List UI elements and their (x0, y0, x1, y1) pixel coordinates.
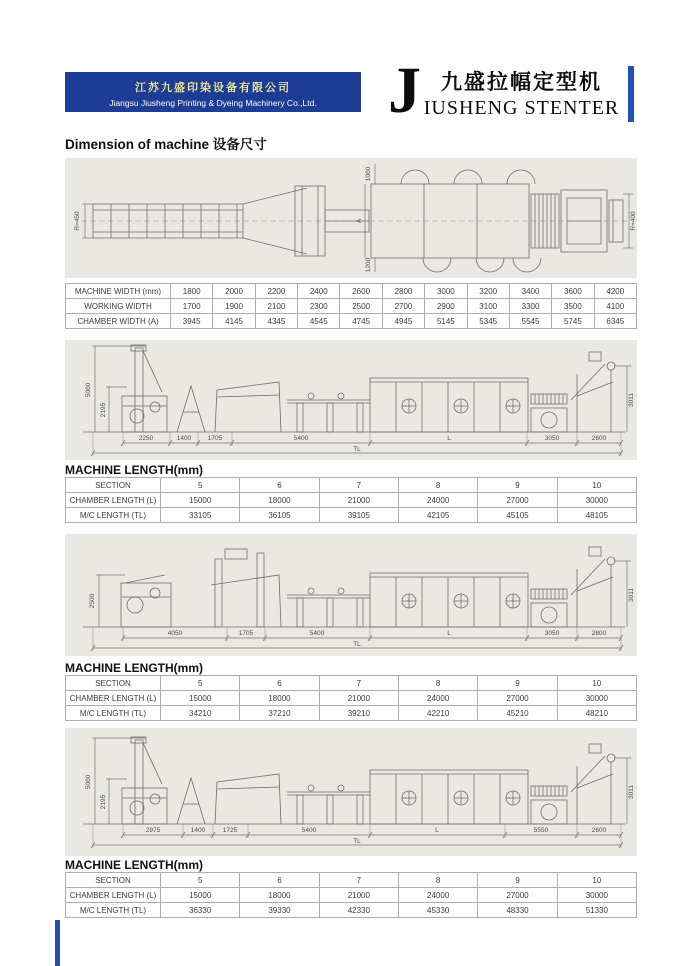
table-cell: 30000 (557, 691, 636, 706)
table-cell: 6 (240, 873, 319, 888)
table-cell: 2700 (382, 299, 424, 314)
top-width-label: 1000 (365, 166, 372, 182)
table-row (66, 888, 637, 903)
dim-label: 5400 (293, 435, 309, 442)
machine-length-table-2 (65, 675, 637, 721)
company-name-cn: 江苏九盛印染设备有限公司 (135, 82, 291, 94)
table-cell: 2600 (340, 284, 382, 299)
table-cell: 3600 (552, 284, 594, 299)
table-cell: 10 (557, 873, 636, 888)
height-label: 3011 (628, 393, 635, 407)
table-row (66, 706, 637, 721)
table-cell: 51330 (557, 903, 636, 918)
table-cell: 2900 (425, 299, 467, 314)
side-view-3-svg (65, 728, 637, 856)
row-label-cell: M/C LENGTH (TL) (66, 903, 161, 918)
table-cell: 3200 (467, 284, 509, 299)
chamber-width-a-label: A (356, 218, 363, 224)
table-cell: 5345 (467, 314, 509, 329)
table-cell: 8 (398, 676, 477, 691)
table-cell: 30000 (557, 888, 636, 903)
table-cell: 10 (557, 676, 636, 691)
brand-logo (388, 54, 622, 127)
table-cell: 2300 (298, 299, 340, 314)
table-cell: 18000 (240, 888, 319, 903)
table-row (66, 873, 637, 888)
height-label: 5000 (85, 382, 92, 398)
page-title-en: Dimension of machine (65, 137, 210, 152)
entry-radius-label: R=450 (74, 211, 81, 231)
dim-label: 2600 (591, 827, 607, 834)
total-length-label: TL (353, 838, 361, 845)
table-cell: 45330 (398, 903, 477, 918)
table-cell: 7 (319, 676, 398, 691)
table-cell: 48210 (557, 706, 636, 721)
table-row (66, 508, 637, 523)
table-cell: 7 (319, 873, 398, 888)
table-cell: 5 (161, 873, 240, 888)
table-cell: 6345 (594, 314, 636, 329)
dim-label: L (447, 435, 451, 442)
table-cell: 24000 (398, 493, 477, 508)
footer-accent-bar (55, 920, 60, 966)
table-cell: 9 (478, 873, 557, 888)
height-label: 2195 (100, 402, 107, 418)
logo-name-en: IUSHENG STENTER (423, 97, 620, 119)
side-view-1-svg (65, 340, 637, 460)
dim-label: 2800 (591, 630, 607, 637)
table-cell: 18000 (240, 493, 319, 508)
table-cell: 39105 (319, 508, 398, 523)
dim-label: 1705 (238, 630, 254, 637)
side-view-drawing-3 (65, 728, 637, 856)
dim-label: 3050 (544, 435, 560, 442)
table-cell: 36330 (161, 903, 240, 918)
row-label-cell: WORKING WIDTH (66, 299, 171, 314)
table-cell: 5745 (552, 314, 594, 329)
table-cell: 34210 (161, 706, 240, 721)
row-label-cell: SECTION (66, 873, 161, 888)
logo-text-block (421, 60, 622, 120)
logo-name-cn: 九盛拉幅定型机 (441, 71, 602, 94)
table-row (66, 478, 637, 493)
side-view-drawing-1 (65, 340, 637, 460)
table-cell: 5545 (509, 314, 551, 329)
table-cell: 24000 (398, 691, 477, 706)
company-banner (65, 72, 361, 112)
table-cell: 15000 (161, 888, 240, 903)
table-cell: 33105 (161, 508, 240, 523)
table-cell: 48330 (478, 903, 557, 918)
page-title-cn: 设备尺寸 (212, 137, 267, 152)
table-cell: 2200 (255, 284, 297, 299)
table-cell: 4200 (594, 284, 636, 299)
exit-radius-label: R=400 (630, 211, 637, 231)
length-heading-3: MACHINE LENGTH(mm) (65, 858, 203, 872)
table-cell: 1900 (213, 299, 255, 314)
machine-length-table-1 (65, 477, 637, 523)
table-row (66, 493, 637, 508)
row-label-cell: SECTION (66, 478, 161, 493)
table-cell: 21000 (319, 691, 398, 706)
table-cell: 21000 (319, 888, 398, 903)
height-label: 5000 (85, 774, 92, 790)
table-cell: 3000 (425, 284, 467, 299)
table-cell: 5145 (425, 314, 467, 329)
table-cell: 24000 (398, 888, 477, 903)
machine-width-table (65, 283, 637, 329)
table-cell: 5 (161, 676, 240, 691)
header-accent-bar (628, 66, 634, 122)
table-cell: 2800 (382, 284, 424, 299)
table-row (66, 284, 637, 299)
row-label-cell: SECTION (66, 676, 161, 691)
table-cell: 2000 (213, 284, 255, 299)
side-view-2-svg (65, 534, 637, 656)
dim-label: L (447, 630, 451, 637)
table-row (66, 299, 637, 314)
logo-initial: J (388, 54, 421, 127)
top-view-svg (65, 158, 637, 278)
table-cell: 27000 (478, 888, 557, 903)
table-cell: 39330 (240, 903, 319, 918)
table-cell: 36105 (240, 508, 319, 523)
bottom-width-label: 1200 (365, 257, 372, 273)
table-cell: 8 (398, 478, 477, 493)
table-cell: 4100 (594, 299, 636, 314)
table-cell: 45210 (478, 706, 557, 721)
row-label-cell: CHAMBER LENGTH (L) (66, 493, 161, 508)
dim-label: L (435, 827, 439, 834)
dim-label: 5550 (533, 827, 549, 834)
table-cell: 39210 (319, 706, 398, 721)
table-cell: 27000 (478, 691, 557, 706)
table-cell: 4945 (382, 314, 424, 329)
length-heading-1: MACHINE LENGTH(mm) (65, 463, 203, 477)
table-row (66, 903, 637, 918)
length-heading-2: MACHINE LENGTH(mm) (65, 661, 203, 675)
table-cell: 4545 (298, 314, 340, 329)
table-cell: 3400 (509, 284, 551, 299)
table-cell: 5 (161, 478, 240, 493)
dim-label: 2975 (145, 827, 161, 834)
dim-label: 2250 (138, 435, 154, 442)
table-cell: 42330 (319, 903, 398, 918)
dim-label: 1400 (176, 435, 192, 442)
row-label-cell: CHAMBER LENGTH (L) (66, 691, 161, 706)
table-cell: 37210 (240, 706, 319, 721)
row-label-cell: M/C LENGTH (TL) (66, 706, 161, 721)
table-cell: 4145 (213, 314, 255, 329)
table-cell: 9 (478, 478, 557, 493)
total-length-label: TL (353, 446, 361, 453)
table-cell: 2100 (255, 299, 297, 314)
table-row (66, 676, 637, 691)
company-name-en: Jiangsu Jiusheng Printing & Dyeing Machinery Co.,Ltd. (109, 98, 317, 108)
page-title (65, 133, 267, 153)
height-label: 3011 (628, 588, 635, 602)
table-cell: 3300 (509, 299, 551, 314)
dim-label: 5400 (301, 827, 317, 834)
table-cell: 42105 (398, 508, 477, 523)
dim-label: 5400 (309, 630, 325, 637)
table-cell: 3945 (171, 314, 213, 329)
table-cell: 45105 (478, 508, 557, 523)
total-length-label: TL (353, 641, 361, 648)
table-cell: 15000 (161, 691, 240, 706)
table-cell: 10 (557, 478, 636, 493)
row-label-cell: M/C LENGTH (TL) (66, 508, 161, 523)
table-cell: 15000 (161, 493, 240, 508)
table-cell: 1800 (171, 284, 213, 299)
table-cell: 30000 (557, 493, 636, 508)
table-cell: 27000 (478, 493, 557, 508)
table-cell: 6 (240, 676, 319, 691)
dim-label: 1725 (222, 827, 238, 834)
table-cell: 2400 (298, 284, 340, 299)
table-cell: 4345 (255, 314, 297, 329)
height-label: 2500 (89, 593, 96, 609)
table-row (66, 314, 637, 329)
table-cell: 9 (478, 676, 557, 691)
table-row (66, 691, 637, 706)
machine-length-table-3 (65, 872, 637, 918)
table-cell: 2500 (340, 299, 382, 314)
table-cell: 3500 (552, 299, 594, 314)
row-label-cell: CHAMBER WIDTH (A) (66, 314, 171, 329)
dim-label: 2600 (591, 435, 607, 442)
table-cell: 1700 (171, 299, 213, 314)
row-label-cell: CHAMBER LENGTH (L) (66, 888, 161, 903)
row-label-cell: MACHINE WIDTH (mm) (66, 284, 171, 299)
table-cell: 6 (240, 478, 319, 493)
table-cell: 48105 (557, 508, 636, 523)
dim-label: 1400 (190, 827, 206, 834)
table-cell: 18000 (240, 691, 319, 706)
side-view-drawing-2 (65, 534, 637, 656)
top-view-drawing (65, 158, 637, 278)
table-cell: 4745 (340, 314, 382, 329)
height-label: 3011 (628, 785, 635, 799)
table-cell: 42210 (398, 706, 477, 721)
dim-label: 1705 (207, 435, 223, 442)
table-cell: 3100 (467, 299, 509, 314)
table-cell: 8 (398, 873, 477, 888)
dim-label: 3050 (544, 630, 560, 637)
table-cell: 21000 (319, 493, 398, 508)
dim-label: 4050 (167, 630, 183, 637)
table-cell: 7 (319, 478, 398, 493)
height-label: 2195 (100, 794, 107, 810)
